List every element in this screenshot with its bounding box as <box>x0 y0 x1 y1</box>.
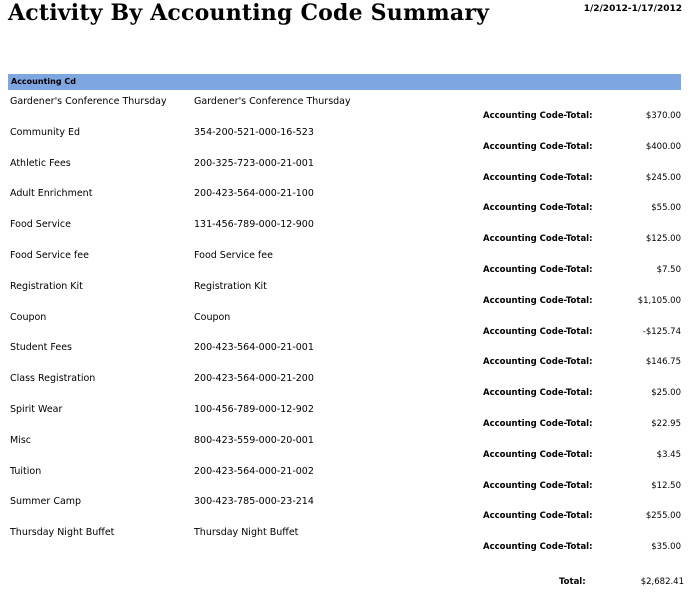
account-code: 131-456-789-000-12-900 <box>194 219 314 231</box>
account-code: 354-200-521-000-16-523 <box>194 126 314 138</box>
account-code: 200-423-564-000-21-200 <box>194 373 314 385</box>
subtotal-label: Accounting Code-Total: <box>483 511 593 522</box>
column-header-bar <box>8 74 681 90</box>
table-row <box>0 404 700 435</box>
subtotal-label: Accounting Code-Total: <box>483 419 593 429</box>
subtotal-amount: $255.00 <box>645 511 681 522</box>
table-row <box>0 435 700 466</box>
subtotal-label: Accounting Code-Total: <box>483 141 593 152</box>
grand-total-amount: $2,682.41 <box>640 577 684 587</box>
subtotal-label: Accounting Code-Total: <box>483 542 593 553</box>
table-row <box>0 342 700 373</box>
account-code: 300-423-785-000-23-214 <box>194 496 314 508</box>
subtotal-label: Accounting Code-Total: <box>483 203 593 214</box>
table-row <box>0 188 700 219</box>
subtotal-label: Accounting Code-Total: <box>483 111 593 121</box>
account-name: Registration Kit <box>10 280 83 292</box>
account-code: Gardener's Conference Thursday <box>194 96 351 107</box>
subtotal-amount: $25.00 <box>651 388 681 399</box>
account-name: Summer Camp <box>10 496 82 508</box>
subtotal-amount: $35.00 <box>651 542 681 553</box>
account-code: 200-423-564-000-21-002 <box>194 465 314 477</box>
subtotal-label: Accounting Code-Total: <box>483 449 593 460</box>
subtotal-amount: $125.00 <box>645 234 681 245</box>
table-row <box>0 250 700 281</box>
account-name: Tuition <box>10 465 42 477</box>
account-name: Adult Enrichment <box>10 188 93 200</box>
account-name: Athletic Fees <box>10 157 71 169</box>
account-name: Student Fees <box>10 342 73 354</box>
subtotal-amount: $22.95 <box>651 419 681 429</box>
subtotal-label: Accounting Code-Total: <box>483 234 593 245</box>
account-code: 800-423-559-000-20-001 <box>194 434 314 446</box>
subtotal-label: Accounting Code-Total: <box>483 480 593 491</box>
subtotal-label: Accounting Code-Total: <box>483 326 593 337</box>
table-row <box>0 219 700 250</box>
table-row <box>0 281 700 312</box>
account-name: Thursday Night Buffet <box>10 527 115 539</box>
subtotal-label: Accounting Code-Total: <box>483 388 593 399</box>
account-code: 200-423-564-000-21-100 <box>194 188 314 200</box>
subtotal-amount: $146.75 <box>645 357 681 368</box>
table-row <box>0 158 700 189</box>
subtotal-amount: $370.00 <box>645 111 681 121</box>
account-code: Thursday Night Buffet <box>194 527 299 539</box>
account-code: Coupon <box>194 311 231 323</box>
account-code: 200-423-564-000-21-001 <box>194 342 314 354</box>
subtotal-amount: $1,105.00 <box>637 295 681 306</box>
table-row <box>0 373 700 404</box>
subtotal-amount: $7.50 <box>656 265 681 275</box>
table-row <box>0 466 700 497</box>
account-name: Food Service <box>10 219 71 231</box>
grand-total-label: Total: <box>559 577 586 587</box>
account-name: Community Ed <box>10 126 81 138</box>
account-code: Food Service fee <box>194 250 273 261</box>
table-row <box>0 312 700 343</box>
account-name: Misc <box>10 434 32 446</box>
account-name: Spirit Wear <box>10 404 63 415</box>
date-range: 1/2/2012-1/17/2012 <box>583 4 682 14</box>
table-row <box>0 127 700 158</box>
account-name: Gardener's Conference Thursday <box>10 96 167 107</box>
subtotal-label: Accounting Code-Total: <box>483 172 593 183</box>
account-code: Registration Kit <box>194 280 267 292</box>
table-row <box>0 527 700 558</box>
table-row <box>0 96 700 127</box>
account-code: 200-325-723-000-21-001 <box>194 157 314 169</box>
table-row <box>0 496 700 527</box>
subtotal-label: Accounting Code-Total: <box>483 295 593 306</box>
subtotal-amount: $245.00 <box>645 172 681 183</box>
subtotal-amount: $3.45 <box>656 449 681 460</box>
subtotal-amount: -$125.74 <box>642 326 681 337</box>
account-name: Food Service fee <box>10 250 89 261</box>
subtotal-amount: $400.00 <box>645 141 681 152</box>
subtotal-label: Accounting Code-Total: <box>483 357 593 368</box>
account-name: Class Registration <box>10 373 96 385</box>
subtotal-amount: $55.00 <box>651 203 681 214</box>
subtotal-label: Accounting Code-Total: <box>483 265 593 275</box>
accounting-cd-header: Accounting Cd <box>11 77 76 86</box>
report-title: Activity By Accounting Code Summary <box>8 0 490 26</box>
subtotal-amount: $12.50 <box>651 480 681 491</box>
account-name: Coupon <box>10 311 47 323</box>
account-code: 100-456-789-000-12-902 <box>194 404 314 415</box>
